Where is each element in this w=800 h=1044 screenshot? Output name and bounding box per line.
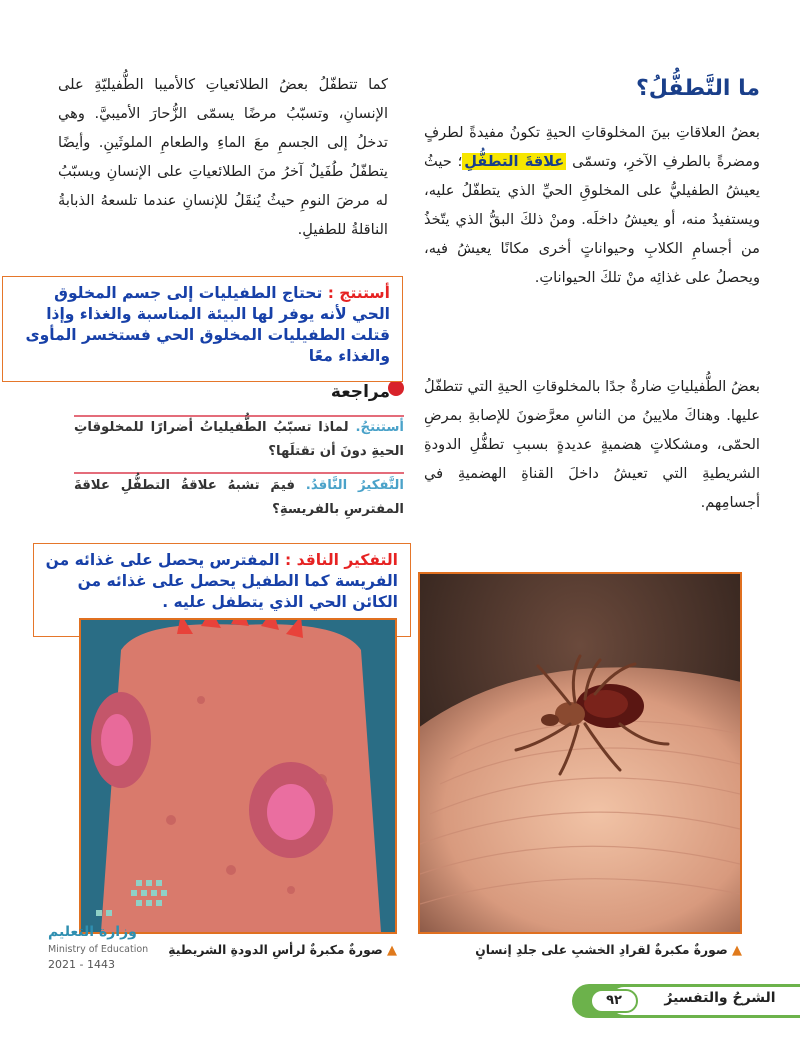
review-marker-icon: [388, 380, 404, 396]
question-text: لماذا تسبّبُ الطُّفيلياتُ أضرارًا للمخلوقاتِ الحيةِ دونَ أن تقتلَها؟: [74, 420, 404, 459]
logo-arabic-text: وزارة التعليم: [48, 924, 137, 940]
highlighted-term: علاقةَ التطفُّلِ: [464, 153, 565, 170]
review-title: مراجعة: [330, 382, 390, 402]
caption-triangle-icon: ▲: [732, 943, 742, 958]
question-lead: التَّفكيرُ النَّاقدُ.: [305, 478, 404, 493]
paragraph-parasitism-definition: [424, 118, 760, 292]
caption-text: صورةٌ مكبرةٌ لقرادِ الخشبِ على جلدِ إنسانٍ: [475, 943, 728, 957]
review-question-critical: [74, 474, 404, 522]
question-text: فيمَ تشبهُ علاقةُ التطفُّلِ علاقةَ المفترسِ بالفريسةِ؟: [74, 478, 404, 517]
callout-text: المفترس يحصل على غذائه من الفريسة كما الطفيل يحصل على غذائه من الكائن الحي الذي يتطفل عليه .: [45, 551, 398, 611]
paragraph-harmful-parasites: بعضُ الطُّفيلياتِ ضارةٌ جدًا بالمخلوقاتِ الحيةِ التي تتطفّلُ عليها. وهناكَ ملايينُ من الناسِ معرَّضونَ للإصابةِ بمرضِ الحمّى، ومشكلاتٍ هضميةٍ عديدةٍ بسببِ تطفُّلِ الدودةِ الشريطيةِ التي تعيشُ داخلَ القناةِ الهضميةِ في أجسامِهم.: [424, 378, 760, 511]
caption-tick: [418, 943, 742, 958]
caption-triangle-icon: ▲: [387, 943, 397, 958]
logo-years: 2021 - 1443: [48, 958, 115, 971]
callout-lead: أستنتج :: [327, 284, 390, 302]
logo-english-text: Ministry of Education: [48, 944, 149, 955]
callout-lead: التفكير الناقد :: [285, 551, 398, 569]
page-number: ٩٢: [590, 989, 638, 1013]
answer-callout-conclude: [2, 276, 403, 382]
caption-text: صورةٌ مكبرةٌ لرأسِ الدودةِ الشريطيةِ: [168, 943, 383, 957]
callout-text: تحتاج الطفيليات إلى جسم المخلوق الحي لأنه يوفر لها البيئة المناسبة والغذاء وإذا قتلت الطفيليات المخلوق الحي فستخسر المأوى والغذاء معًا: [25, 284, 390, 365]
paragraph-text: بعضُ العلاقاتِ بينَ المخلوقاتِ الحيةِ تكونُ مفيدةً لطرفٍ ومضرةً بالطرفِ الآخرِ، وتسمّى: [424, 124, 760, 170]
review-question-conclude: [74, 416, 404, 464]
photo-tick-on-skin: [418, 572, 742, 934]
section-heading: ما التَّطفُّلُ؟: [636, 76, 760, 101]
paragraph-text: ؛ حيثُ يعيشُ الطفيليُّ على المخلوقِ الحيِّ الذي يتطفّلُ عليه، ويستفيدُ منه، أو يعيشُ داخلَه. ومنْ ذلكَ البقُّ الذي يتّخذُ من أجسامِ الكلابِ وحيواناتٍ أخرى مكانًا يعيشُ فيه، ويحصلُ على غذائِه منْ تلكَ الحيواناتِ.: [424, 153, 760, 286]
question-lead: أستنتجُ.: [355, 420, 404, 435]
logo-dots: [36, 874, 176, 924]
footer-section-label: الشرحُ والتفسيرُ: [664, 990, 776, 1006]
tick-illustration: [420, 574, 740, 932]
paragraph-protist-parasites: كما تتطفّلُ بعضُ الطلائعياتِ كالأميبا الطُّفيليّةِ على الإنسانِ، وتسبّبُ مرضًا يسمّى الزُّحارَ الأميبيَّ. وهي تدخلُ إلى الجسمِ معَ الماءِ والطعامِ الملوثَينِ. وأيضًا يتطفّلُ طُفَيلٌ آخرُ منَ الطلائعياتِ على الإنسانِ ويسبّبُ له مرضَ النومِ حيثُ يُنقَلُ للإنسانِ عندما تلسعهُ الذبابةُ الناقلةُ للطفيلِ.: [58, 76, 388, 238]
